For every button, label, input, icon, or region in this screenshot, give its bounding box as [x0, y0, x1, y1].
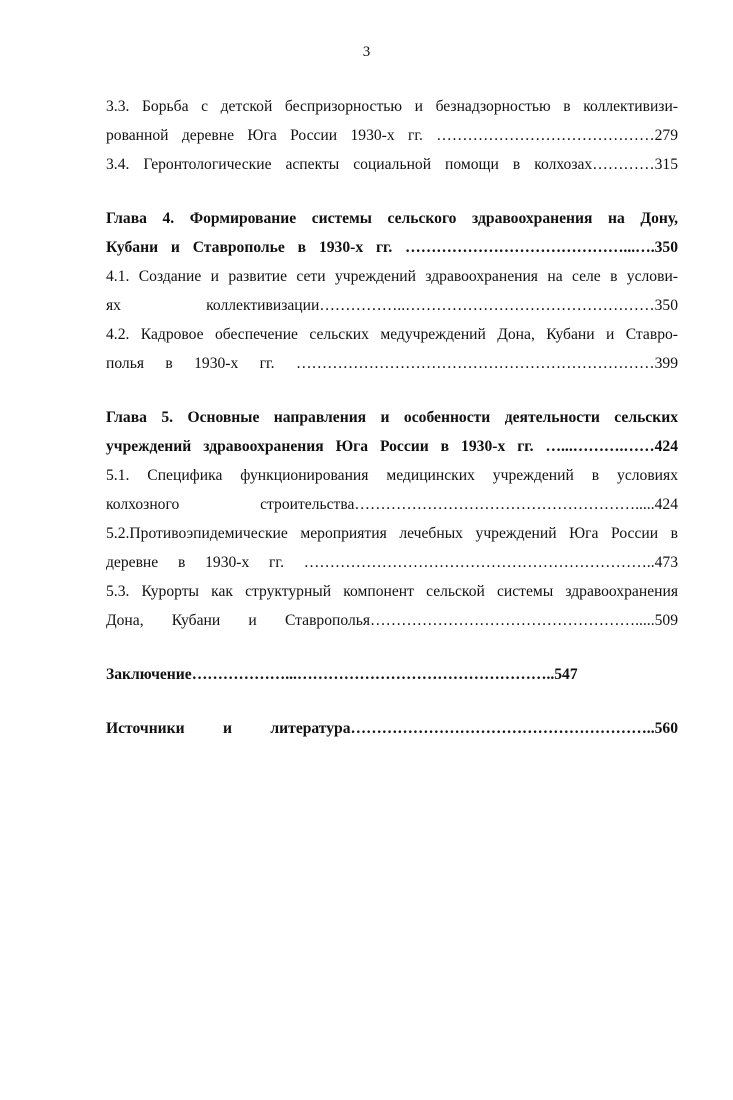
- toc-sources: [106, 714, 678, 743]
- toc-chapter-4: [106, 204, 678, 262]
- toc-entry-3-4: [106, 150, 678, 179]
- chapter-heading: Глава 4. Формирование системы сельского здравоохранения на Дону,: [106, 210, 678, 227]
- toc-entry-text: 5.2.Противоэпидемические мероприятия лечебных учреждений Юга России в: [106, 525, 678, 542]
- toc-entry-5-2: [106, 519, 678, 577]
- toc-entry-5-3: [106, 577, 678, 635]
- toc-entry-text: колхозного строительства……………………………………………….....424: [106, 496, 678, 513]
- toc-entry-text: деревне в 1930-х гг. …………………………………………………………..473: [106, 554, 678, 571]
- toc-conclusion: [106, 660, 678, 689]
- chapter-heading: Заключение………………...…………………………………………..547: [106, 666, 578, 683]
- toc-entry-5-1: [106, 461, 678, 519]
- toc-entry-4-1: [106, 262, 678, 320]
- chapter-heading: Глава 5. Основные направления и особенности деятельности сельских: [106, 409, 678, 426]
- toc-entry-text: ях коллективизации……………..…………………………………………350: [106, 297, 678, 314]
- toc-entry-text: 3.3. Борьба с детской беспризорностью и безнадзорностью в коллективизи-: [106, 98, 678, 115]
- toc-entry-4-2: [106, 320, 678, 378]
- toc-entry-text: 5.3. Курорты как структурный компонент сельской системы здравоохранения: [106, 583, 678, 600]
- toc-entry-text: 5.1. Специфика функционирования медицинских учреждений в условиях: [106, 467, 678, 484]
- toc-entry-text: рованной деревне Юга России 1930-х гг. ……………………………………279: [106, 127, 678, 144]
- chapter-heading: учреждений здравоохранения Юга России в 1930-х гг. …...……….……424: [106, 438, 678, 455]
- toc-entry-text: 4.1. Создание и развитие сети учреждений здравоохранения на селе в услови-: [106, 268, 678, 285]
- toc-entry-text: 4.2. Кадровое обеспечение сельских медучреждений Дона, Кубани и Ставро-: [106, 326, 678, 343]
- page-number: 3: [362, 44, 371, 60]
- toc-entry-text: Дона, Кубани и Ставрополья…………………………………………….....509: [106, 612, 678, 629]
- toc-entry-text: 3.4. Геронтологические аспекты социальной помощи в колхозах…………315: [106, 156, 678, 173]
- table-of-contents: [106, 92, 678, 743]
- chapter-heading: Кубани и Ставрополье в 1930-х гг. ……………………………………...….350: [106, 239, 678, 256]
- toc-entry-3-3: [106, 92, 678, 150]
- toc-chapter-5: [106, 403, 678, 461]
- toc-entry-text: полья в 1930-х гг. ……………………………………………………………399: [106, 355, 678, 372]
- chapter-heading: Источники и литература…………………………………………………..560: [106, 720, 678, 737]
